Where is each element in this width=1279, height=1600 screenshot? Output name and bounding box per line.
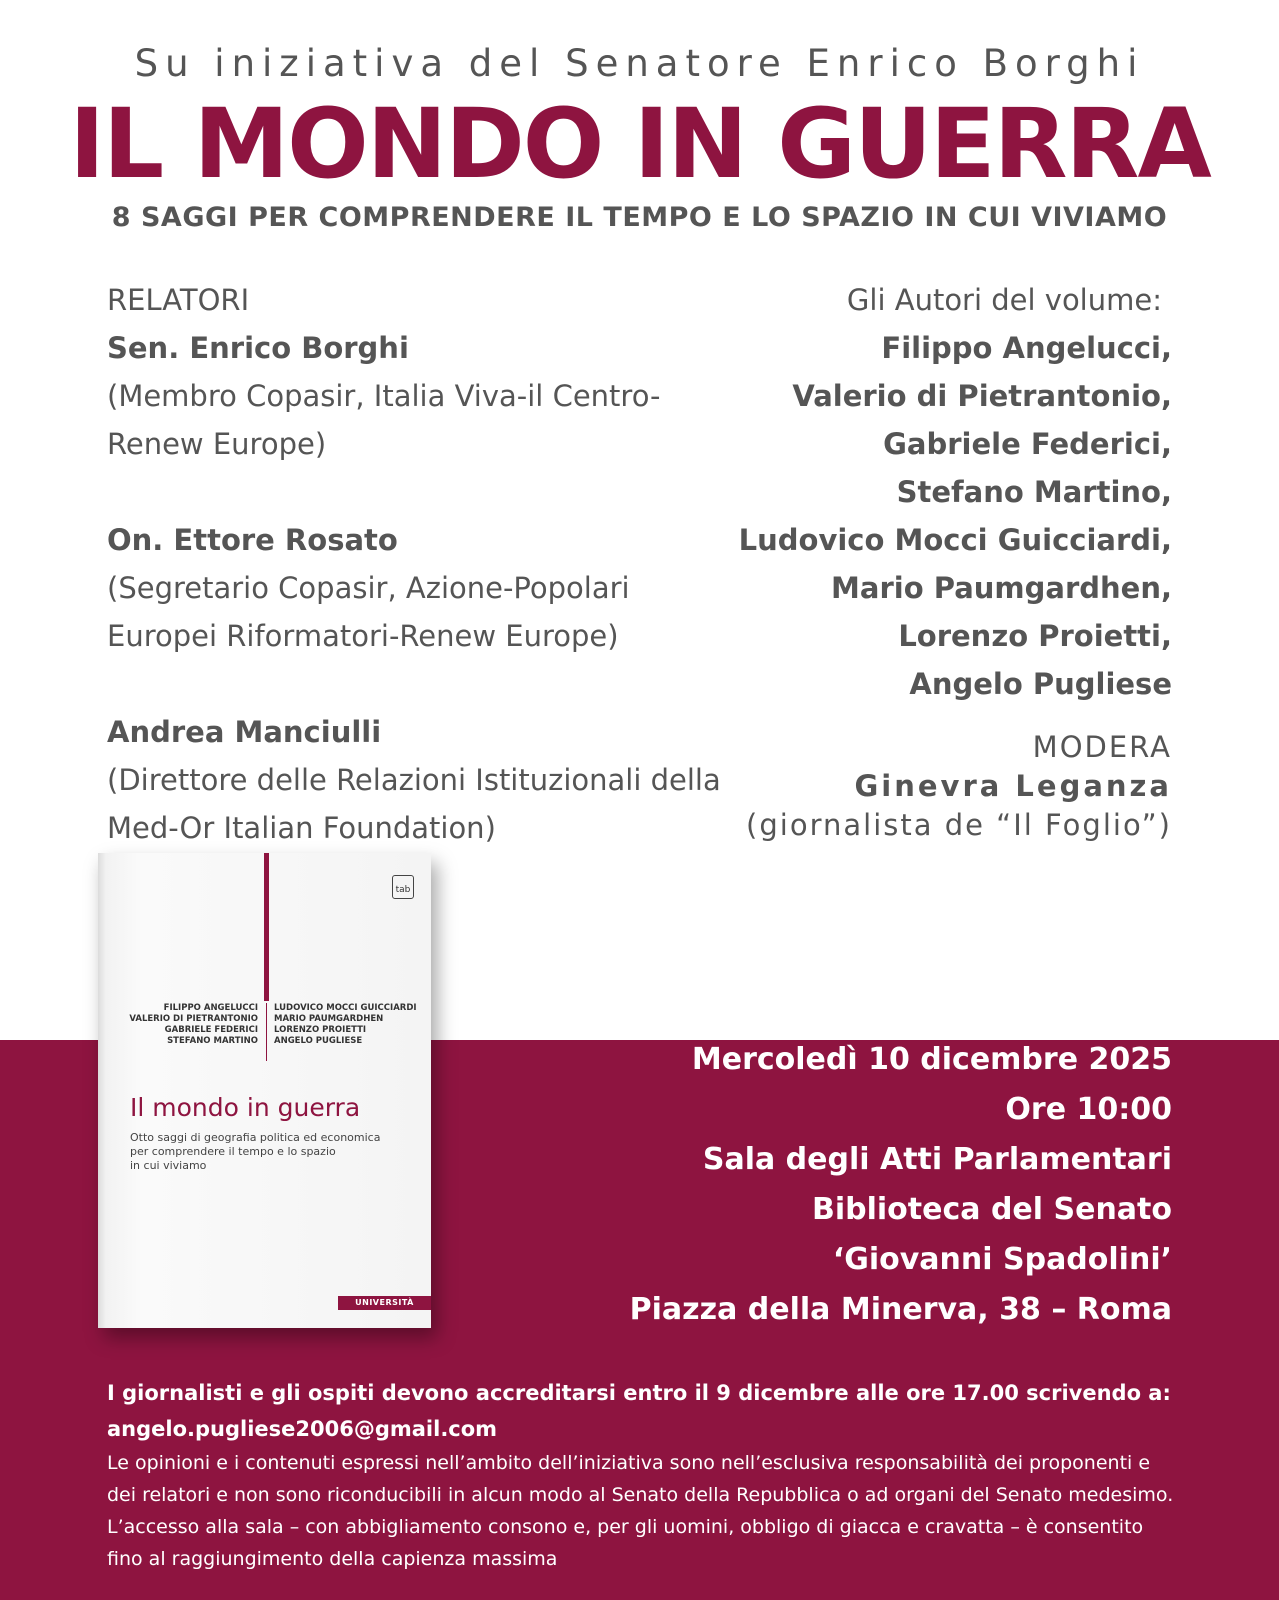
disclaimer-text: Le opinioni e i contenuti espressi nell’ambito dell’iniziativa sono nell’esclusiva responsabilità dei proponenti e dei relatori e non sono riconducibili in alcun modo al Senato della Repubblica o ad organi del Senato medesimo. L’accesso alla sala – con abbigliamento consono e, per gli uomini, obbligo di giacca e cravatta – è consentito fino al raggiungimento della capienza massima [107, 1452, 1174, 1570]
publisher-logo: tab [392, 875, 414, 899]
event-details [552, 1035, 1172, 1335]
page-subtitle: 8 SAGGI PER COMPRENDERE IL TEMPO E LO SPAZIO IN CUI VIVIAMO [111, 202, 1168, 233]
cover-author: ANGELO PUGLIESE [274, 1036, 363, 1046]
cover-author: GABRIELE FEDERICI [164, 1025, 258, 1035]
speaker-role: (Membro Copasir, Italia Viva-il Centro- [107, 379, 661, 413]
moderator-name: Ginevra Leganza [854, 769, 1172, 803]
cover-accent-line [264, 853, 269, 1001]
book-subtitle-line: per comprendere il tempo e lo spazio [130, 1145, 336, 1158]
cover-author: FILIPPO ANGELUCCI [163, 1003, 258, 1013]
cover-author: MARIO PAUMGARDHEN [274, 1014, 384, 1024]
authors-section [652, 276, 1172, 708]
series-badge: UNIVERSITÀ [338, 1296, 431, 1310]
cover-divider [266, 1003, 267, 1061]
event-room: Sala degli Atti Parlamentari [702, 1142, 1172, 1177]
event-date: Mercoledì 10 dicembre 2025 [691, 1042, 1172, 1077]
author-name: Valerio di Pietrantonio, [792, 379, 1172, 413]
cover-author: LORENZO PROIETTI [274, 1025, 367, 1035]
accreditation-text: I giornalisti e gli ospiti devono accreditarsi entro il 9 dicembre alle ore 17.00 scrivendo a: [107, 1381, 1171, 1405]
speaker-role: Med-Or Italian Foundation) [107, 811, 496, 845]
speaker-name: On. Ettore Rosato [107, 523, 398, 557]
initiative-line: Su iniziativa del Senatore Enrico Borghi [134, 42, 1145, 85]
moderator-role: (giornalista de “Il Foglio”) [746, 808, 1172, 842]
event-address: Piazza della Minerva, 38 – Roma [629, 1292, 1172, 1327]
page-title: IL MONDO IN GUERRA [69, 88, 1210, 200]
author-name: Angelo Pugliese [909, 667, 1172, 701]
cover-authors-right [274, 1003, 426, 1047]
book-subtitle [130, 1131, 410, 1173]
authors-heading: Gli Autori del volume: [846, 283, 1162, 317]
accreditation-email[interactable]: angelo.pugliese2006@gmail.com [107, 1417, 498, 1441]
moderator-label: MODERA [1032, 730, 1172, 764]
author-name: Filippo Angelucci, [881, 331, 1172, 365]
event-library-name: ‘Giovanni Spadolini’ [832, 1242, 1172, 1277]
speaker-role: (Segretario Copasir, Azione-Popolari [107, 571, 630, 605]
cover-authors-left [108, 1003, 258, 1047]
cover-author: STEFANO MARTINO [167, 1036, 258, 1046]
author-name: Mario Paumgardhen, [831, 571, 1172, 605]
book-subtitle-line: in cui viviamo [130, 1159, 207, 1172]
book-subtitle-line: Otto saggi di geografia politica ed economica [130, 1131, 381, 1144]
cover-author: LUDOVICO MOCCI GUICCIARDI [274, 1003, 417, 1013]
book-title: Il mondo in guerra [130, 1093, 361, 1122]
speaker-name: Andrea Manciulli [107, 715, 382, 749]
speakers-section [107, 276, 747, 852]
author-name: Lorenzo Proietti, [898, 619, 1172, 653]
notice-section [107, 1375, 1177, 1575]
speaker-name: Sen. Enrico Borghi [107, 331, 409, 365]
author-name: Stefano Martino, [896, 475, 1172, 509]
speaker-role: Europei Riformatori-Renew Europe) [107, 619, 619, 653]
cover-author: VALERIO DI PIETRANTONIO [129, 1014, 258, 1024]
event-library: Biblioteca del Senato [811, 1192, 1172, 1227]
speaker-role: (Direttore delle Relazioni Istituzionali della [107, 763, 721, 797]
author-name: Ludovico Mocci Guicciardi, [738, 523, 1172, 557]
moderator-section [652, 728, 1172, 845]
author-name: Gabriele Federici, [883, 427, 1172, 461]
speaker-role: Renew Europe) [107, 427, 327, 461]
event-time: Ore 10:00 [1005, 1092, 1172, 1127]
speakers-heading: RELATORI [107, 283, 250, 317]
book-cover [98, 853, 431, 1328]
